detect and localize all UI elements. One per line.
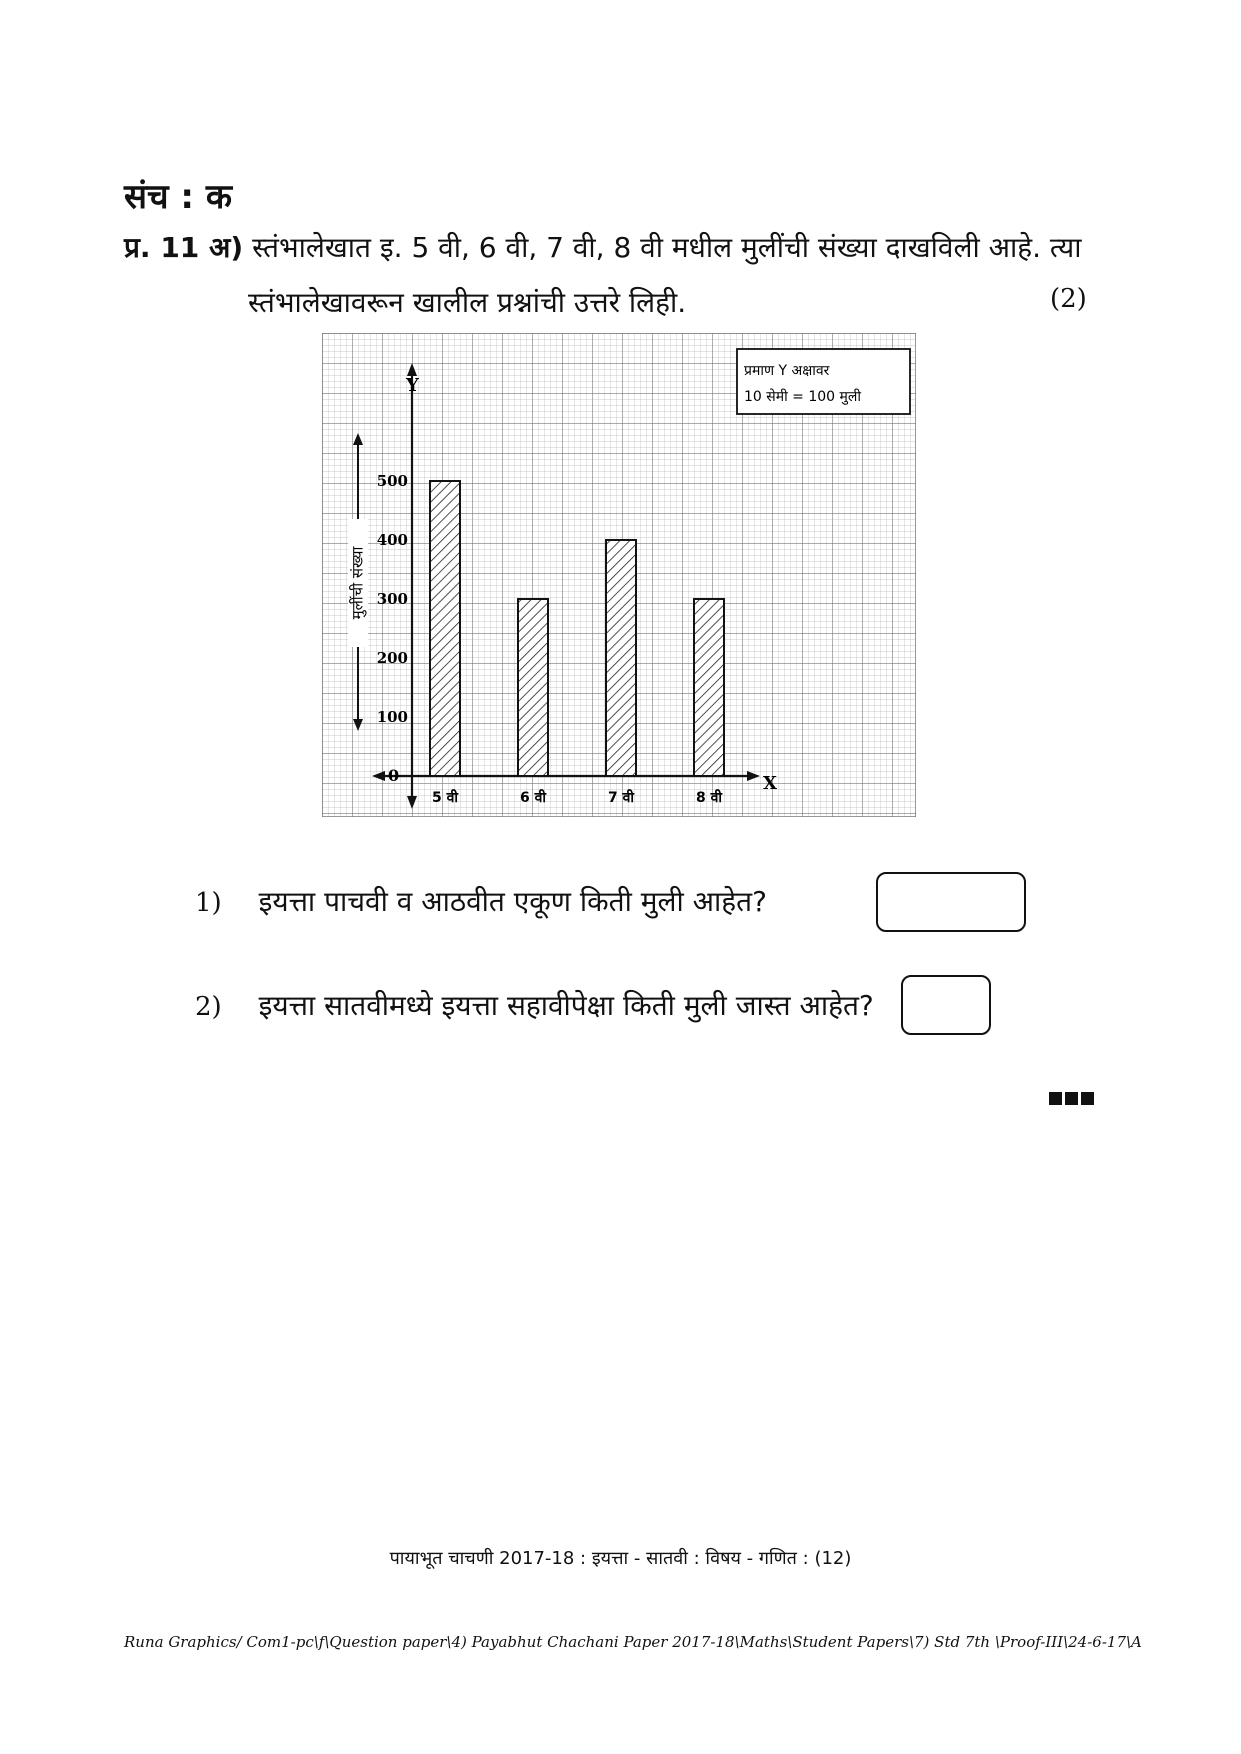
question-marks: (2) <box>1050 284 1087 314</box>
sub-question-1-text: इयत्ता पाचवी व आठवीत एकूण किती मुली आहेत? <box>258 885 767 918</box>
scale-box <box>737 349 910 414</box>
y-axis-label: मुलींची संख्या <box>348 546 367 620</box>
y-tick-label: 400 <box>376 531 408 549</box>
answer-box-1[interactable] <box>876 872 1026 932</box>
answer-box-2[interactable] <box>901 975 991 1035</box>
x-tick-label: 5 वी <box>432 790 459 806</box>
sub-question-1-number: 1) <box>195 888 222 918</box>
bar-2 <box>518 599 548 776</box>
bar-4 <box>694 599 724 776</box>
file-path-footnote: Runa Graphics/ Com1-pc\f\Question paper\4) Payabhut Chachani Paper 2017-18\Maths\Student Papers\7) Std 7th \Proof-III\24-6-17\A <box>124 1633 1142 1651</box>
x-axis-letter: X <box>763 773 777 794</box>
question-line-2: स्तंभालेखावरून खालील प्रश्नांची उत्तरे लिही. <box>248 286 687 319</box>
bar-1 <box>430 481 460 776</box>
y-tick-label: 500 <box>376 472 408 490</box>
end-square-icon <box>1081 1092 1094 1105</box>
y-tick-label: 200 <box>376 649 408 667</box>
y-tick-label: 100 <box>376 708 408 726</box>
set-title: संच : क <box>124 177 232 217</box>
sub-question-2 <box>195 986 874 1024</box>
bar-3 <box>606 540 636 776</box>
question-number: प्र. 11 अ) <box>124 231 244 264</box>
question-line-1 <box>124 228 1082 266</box>
x-tick-label: 7 वी <box>608 790 635 806</box>
end-of-section-marks <box>1049 1090 1097 1109</box>
sub-question-2-number: 2) <box>195 992 222 1022</box>
x-tick-label: 6 वी <box>520 790 547 806</box>
end-square-icon <box>1049 1092 1062 1105</box>
origin-label: 0 <box>388 766 400 785</box>
scale-box-line-2: 10 सेमी = 100 मुली <box>744 389 862 405</box>
y-axis-letter: Y <box>406 375 419 396</box>
bar-chart <box>322 333 916 817</box>
page-footer: पायाभूत चाचणी 2017-18 : इयत्ता - सातवी : विषय - गणित : (12) <box>389 1548 852 1569</box>
sub-question-2-text: इयत्ता सातवीमध्ये इयत्ता सहावीपेक्षा किती मुली जास्त आहेत? <box>258 989 874 1022</box>
y-tick-label: 300 <box>376 590 408 608</box>
end-square-icon <box>1065 1092 1078 1105</box>
x-tick-label: 8 वी <box>696 790 723 806</box>
question-text-1: स्तंभालेखात इ. 5 वी, 6 वी, 7 वी, 8 वी मधील मुलींची संख्या दाखविली आहे. त्या <box>252 231 1082 264</box>
scale-box-line-1: प्रमाण Y अक्षावर <box>744 363 830 379</box>
sub-question-1 <box>195 882 767 920</box>
